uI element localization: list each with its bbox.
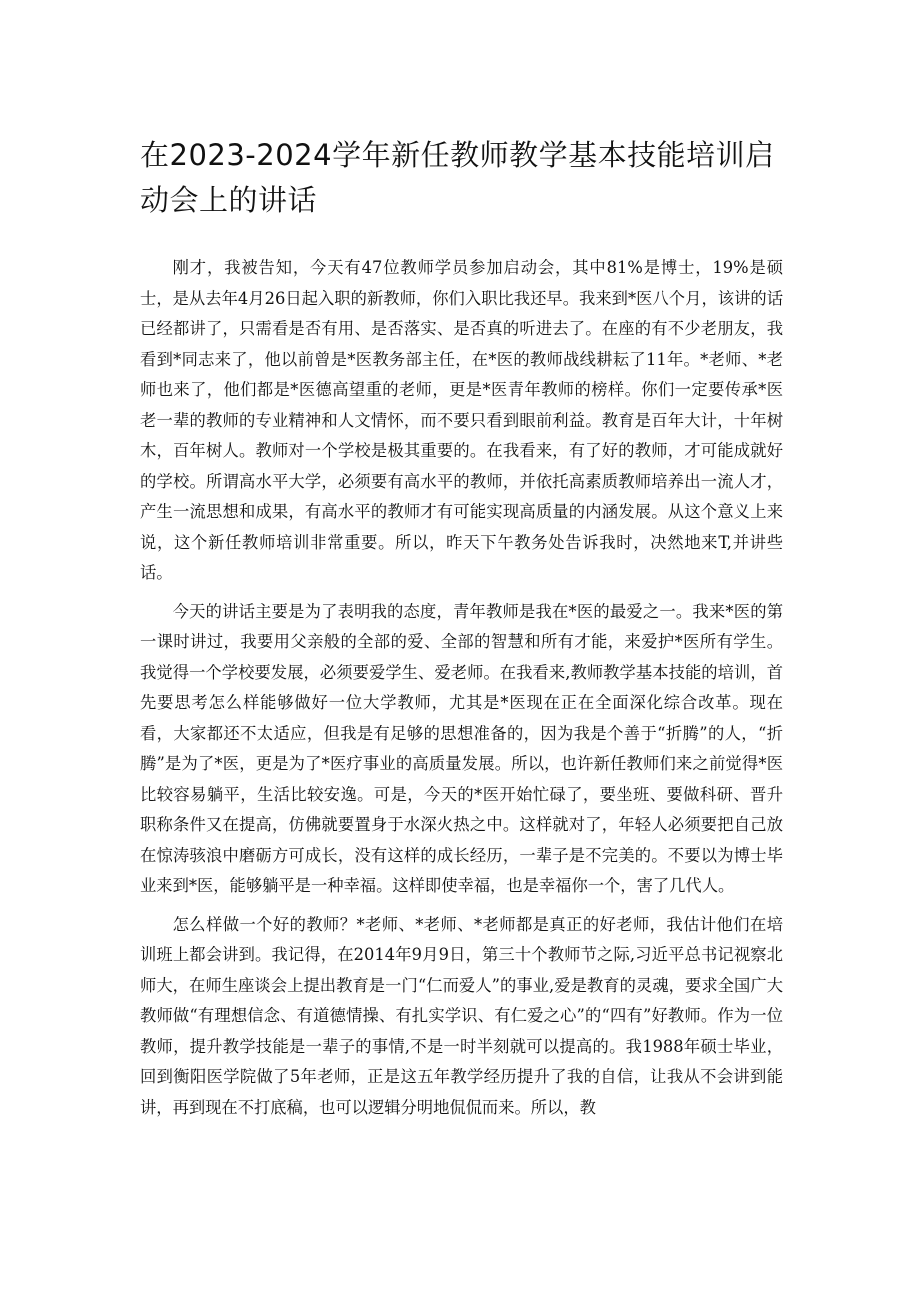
paragraph-3: 怎么样做一个好的教师？*老师、*老师、*老师都是真正的好老师，我估计他们在培训班上都会讲到。我记得，在2014年9月9日，第三十个教师节之际,习近平总书记视察北师大，在师生座谈会上提出教育是一门“仁而爱人”的事业,爱是教育的灵魂，要求全国广大教师做“有理想信念、有道德情操、有扎实学识、有仁爱之心”的“四有”好教师。作为一位教师，提升教学技能是一辈子的事情,不是一时半刻就可以提高的。我1988年硕士毕业，回到衡阳医学院做了5年老师，正是这五年教学经历提升了我的自信，让我从不会讲到能讲，再到现在不打底稿，也可以逻辑分明地侃侃而来。所以，教 — [140, 914, 783, 1117]
paragraph-2: 今天的讲话主要是为了表明我的态度，青年教师是我在*医的最爱之一。我来*医的第一课时讲过，我要用父亲般的全部的爱、全部的智慧和所有才能，来爱护*医所有学生。我觉得一个学校要发展，必须要爱学生、爱老师。在我看来,教师教学基本技能的培训，首先要思考怎么样能够做好一位大学教师，尤其是*医现在正在全面深化综合改革。现在看，大家都还不太适应，但我是有足够的思想准备的，因为我是个善于“折腾”的人，“折腾”是为了*医，更是为了*医疗事业的高质量发展。所以，也许新任教师们来之前觉得*医比较容易躺平，生活比较安逸。可是，今天的*医开始忙碌了，要坐班、要做科研、晋升职称条件又在提高，仿佛就要置身于水深火热之中。这样就对了，年轻人必须要把自己放在惊涛骇浪中磨砺方可成长，没有这样的成长经历，一辈子是不完美的。不要以为博士毕业来到*医，能够躺平是一种幸福。这样即使幸福，也是幸福你一个，害了几代人。 — [140, 601, 783, 895]
paragraph-1: 刚才，我被告知，今天有47位教师学员参加启动会，其中81%是博士，19%是硕士，是从去年4月26日起入职的新教师，你们入职比我还早。我来到*医八个月，该讲的话已经都讲了，只需看是否有用、是否落实、是否真的听进去了。在座的有不少老朋友，我看到*同志来了，他以前曾是*医教务部主任，在*医的教师战线耕耘了11年。*老师、*老师也来了，他们都是*医德高望重的老师，更是*医青年教师的榜样。你们一定要传承*医老一辈的教师的专业精神和人文情怀，而不要只看到眼前利益。教育是百年大计，十年树木，百年树人。教师对一个学校是极其重要的。在我看来，有了好的教师，才可能成就好的学校。所谓高水平大学，必须要有高水平的教师，并依托高素质教师培养出一流人才，产生一流思想和成果，有高水平的教师才有可能实现高质量的内涵发展。从这个意义上来说，这个新任教师培训非常重要。所以，昨天下午教务处告诉我时，决然地来T,并讲些话。 — [140, 258, 783, 582]
document-body — [140, 253, 783, 1131]
document-title: 在2023-2024学年新任教师教学基本技能培训启动会上的讲话 — [140, 138, 775, 217]
